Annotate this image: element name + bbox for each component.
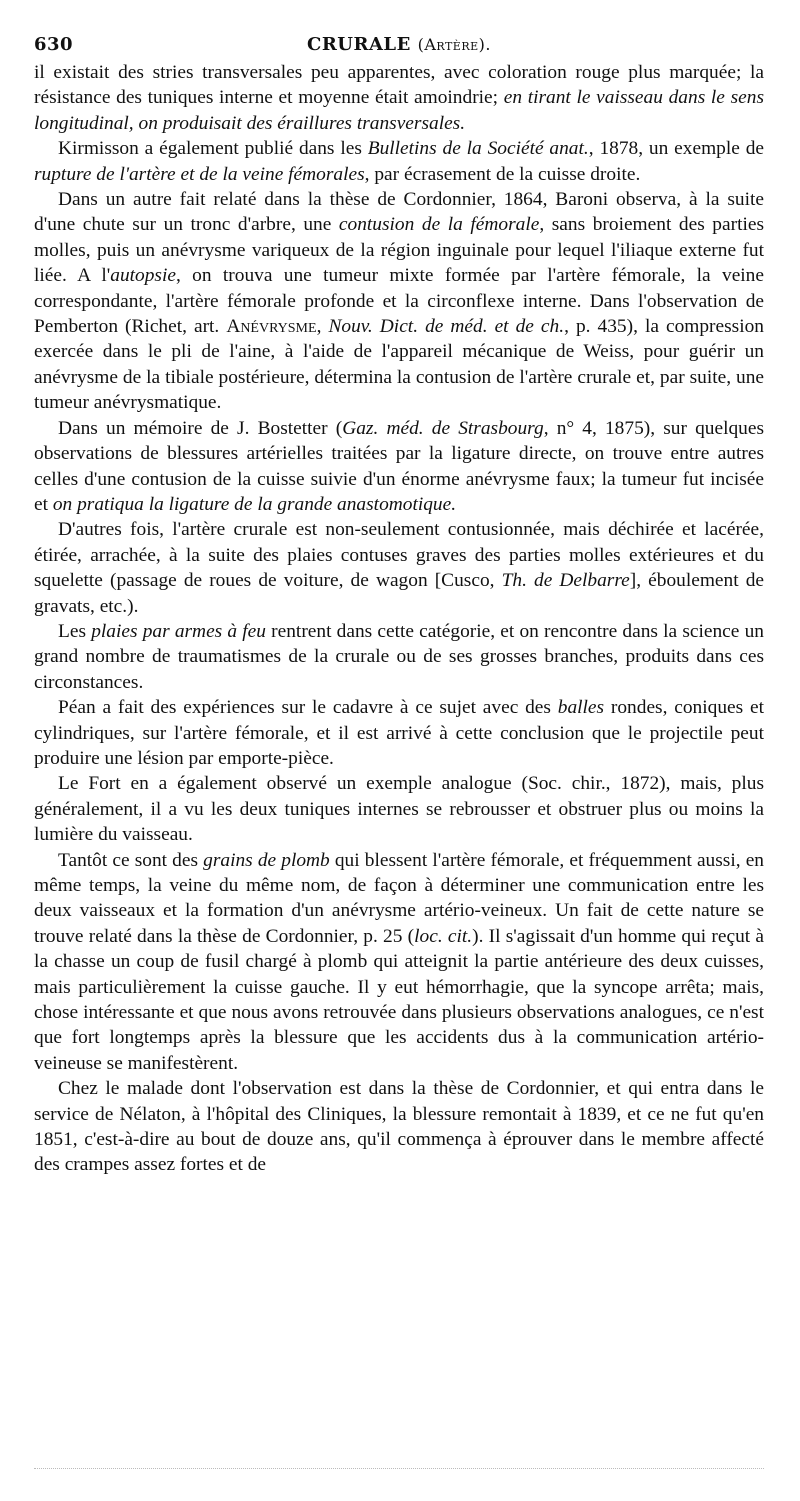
body-text xyxy=(34,60,764,1178)
text-segment: Dans un autre fait relaté dans la thèse de Cordonnier, 1864, Baroni observa, à la suite d'une chute sur un tronc d'arbre, une xyxy=(34,189,764,236)
italic-text: rupture de l'artère et de la veine fémorales xyxy=(34,163,365,185)
text-segment: rentrent dans cette catégorie, et on rencontre dans la science un grand nombre de traumatismes de la crurale ou de ses grosses branches, produits dans ces circonstances. xyxy=(34,620,764,693)
paragraph xyxy=(34,1076,764,1178)
italic-text: Bulletins de la Société anat. xyxy=(367,138,589,160)
text-segment: ], éboulement de gravats, etc.). xyxy=(34,570,764,617)
text-segment: il existait des stries transversales peu apparentes, avec coloration rouge plus marquée; la résistance des tuniques interne et moyenne était amoindrie; xyxy=(34,62,764,109)
paragraph xyxy=(34,619,764,695)
running-title xyxy=(34,34,764,55)
italic-text: autopsie xyxy=(110,265,176,287)
page-number: 630 xyxy=(34,34,74,55)
paragraph xyxy=(34,136,764,187)
text-segment: , xyxy=(316,316,329,338)
paragraph xyxy=(34,517,764,619)
text-segment: Tantôt ce sont des xyxy=(58,849,204,871)
text-segment: , p. 435), la compression exercée dans le pli de l'aine, à l'aide de l'appareil mécanique de Weiss, pour guérir un anévrysme de la tibiale postérieure, détermina la contusion de l'artère crurale et, par suite, une tumeur anévrysmatique. xyxy=(34,316,764,414)
text-segment: Le Fort en a également observé un exemple analogue (Soc. chir., 1872), mais, plus généralement, il a vu les deux tuniques internes se rebrousser et obstruer plus ou moins la lumière du vaisseau. xyxy=(34,773,764,846)
text-segment: , 1878, un exemple de xyxy=(588,138,764,160)
text-segment: Péan a fait des expériences sur le cadavre à ce sujet avec des xyxy=(58,697,558,719)
text-segment: , on trouva une tumeur mixte formée par l'artère fémorale, la veine correspondante, l'artère fémorale profonde et la circonflexe interne. Dans l'observation de Pemberton (Richet, art. xyxy=(34,265,764,338)
running-head xyxy=(34,30,764,60)
text-segment: ). Il s'agissait d'un homme qui reçut à la chasse un coup de fusil chargé à plomb qui atteignit la partie antérieure des deux cuisses, mais particulièrement la cuisse gauche. Il y eut hémorrhagie, que la syncope arrêta; mais, chose intéressante et que nous avons retrouvée dans plusieurs observations analogues, ce n'est que fort longtemps après la blessure que les accidents dus à la communication artério-veineuse se manifestèrent. xyxy=(34,925,764,1074)
italic-text: loc. cit. xyxy=(414,925,473,947)
text-segment: , sans broiement des parties molles, puis un anévrysme variqueux de la région inguinale pour lequel l'iliaque externe fut liée. A l' xyxy=(34,214,764,287)
running-title-main: CRURALE xyxy=(307,34,411,55)
text-segment: Kirmisson a également publié dans les xyxy=(58,138,368,160)
text-segment: Les xyxy=(58,620,92,642)
text-segment: qui blessent l'artère fémorale, et fréquemment aussi, en même temps, la veine du même nom, de façon à déterminer une communication entre les deux vaisseaux et la formation d'un anévrysme artério-veineux. Un fait de cette nature se trouve relaté dans la thèse de Cordonnier, p. 25 ( xyxy=(34,849,764,947)
text-segment: , par écrasement de la cuisse droite. xyxy=(364,163,641,185)
italic-text: grains de plomb xyxy=(203,849,330,871)
text-segment: , n° 4, 1875), sur quelques observations de blessures artérielles traitées par la ligature directe, on trouve entre autres celles d'une contusion de la cuisse suivie d'un énorme anévrysme faux; la tumeur fut incisée et xyxy=(34,417,765,515)
text-segment: rondes, coniques et cylindriques, sur l'artère fémorale, et il est arrivé à cette conclusion que le projectile peut produire une lésion par emporte-pièce. xyxy=(34,697,764,769)
paragraph xyxy=(34,416,764,518)
paragraph xyxy=(34,848,764,1077)
italic-text: Gaz. méd. de Strasbourg xyxy=(342,417,544,439)
text-segment: Chez le malade dont l'observation est dans la thèse de Cordonnier, et qui entra dans le service de Nélaton, à l'hôpital des Cliniques, la blessure remontait à 1839, et ce ne fut qu'en 1851, c'est-à-dire au bout de douze ans, qu'il commença à éprouver dans le membre affecté des crampes assez fortes et de xyxy=(34,1078,764,1176)
italic-text: contusion de la fémorale xyxy=(338,214,540,236)
text-segment: D'autres fois, l'artère crurale est non-seulement contusionnée, mais déchirée et lacérée, étirée, arrachée, à la suite des plaies contuses graves des parties molles extérieures et du squelette (passage de roues de voiture, de wagon [Cusco, xyxy=(34,519,764,592)
italic-text: balles xyxy=(557,697,605,719)
italic-text: en tirant le vaisseau dans le sens longitudinal, on produisait des éraillures transversales. xyxy=(34,87,764,134)
text-segment: Dans un mémoire de J. Bostetter ( xyxy=(58,417,343,439)
paragraph xyxy=(34,187,764,416)
paragraph xyxy=(34,771,764,847)
book-page xyxy=(34,30,764,1178)
paragraph xyxy=(34,695,764,771)
italic-text: plaies par armes à feu xyxy=(91,620,266,642)
italic-text: Th. de Delbarre xyxy=(501,570,630,592)
running-title-subtitle: (Artère). xyxy=(417,35,491,54)
paragraph xyxy=(34,60,764,136)
small-caps-text: Anévrysme xyxy=(226,316,317,338)
footer-rule xyxy=(34,1468,764,1469)
italic-text: Nouv. Dict. de méd. et de ch. xyxy=(328,316,565,338)
italic-text: on pratiqua la ligature de la grande anastomotique. xyxy=(52,493,457,515)
